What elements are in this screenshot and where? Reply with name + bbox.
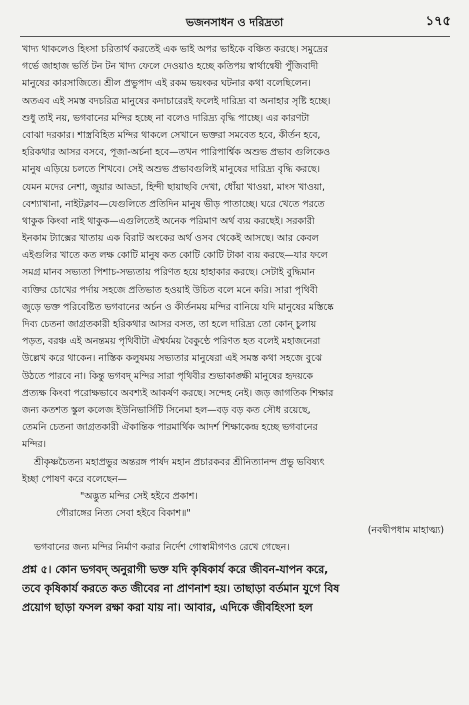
text-line: মানুষ এড়িয়ে চলতে শিখবে। সেই অশুভ প্রভাবগুলিই মানুষের দারিদ্র্য বৃদ্ধি করছে। xyxy=(22,164,321,176)
text-line: হরিকথার আসর বসবে, পূজা-অর্চনা হবে—তখন পারিপার্শ্বিক অশুভ প্রভাব গুলিকেও xyxy=(22,147,331,159)
text-line: মন্দির। xyxy=(22,439,46,451)
text-line: প্রত্যক্ষ কিংবা পরোক্ষভাবে অবশ্যই আকর্ষণ করছে। সন্দেহ নেই। জড় জাগতিক শিক্ষার xyxy=(22,387,334,399)
text-line: থাকুক কিংবা নাই থাকুক—এগুলিতেই অনেক পরিমাণ অর্থ ব্যয় করছেই। সরকারী xyxy=(22,215,315,227)
text-line: উল্লেখ করে থাকেন। নাস্তিক কলুষময় সভ্যতার মানুষেরা এই সমস্ত কথা সহজে বুঝে xyxy=(22,353,322,365)
text-line: ব্যক্তির চোখের পর্দায় সহজে প্রতিভাত হওয়াই উচিত বলে মনে করি। সারা পৃথিবী xyxy=(22,284,318,296)
text-line: যেমন মদের নেশা, জুয়ার আড্ডা, হিন্দী ছায়াছবি দেখা, ধোঁয়া খাওয়া, মাংস খাওয়া, xyxy=(22,181,325,193)
text-line: সমগ্র মানব সভ্যতা পিশাচ-সভ্যতায় পরিণত হয়ে হাহাকার করছে। সেটাই বুদ্ধিমান xyxy=(22,267,315,279)
page-number: ১৭৫ xyxy=(425,14,451,29)
question-line: তবে কৃষিকার্য করতে কত জীবের না প্রাণনাশ হয়। তাছাড়া বর্তমান যুগে বিষ xyxy=(22,581,340,595)
verse-line: গৌরাঙ্গের নিত্য সেবা হইবে বিকাশ॥" xyxy=(56,508,191,520)
question-label: প্রশ্ন ৫। xyxy=(22,562,52,576)
question-line xyxy=(22,560,450,579)
page-header xyxy=(0,12,469,34)
running-title: ভজনসাধন ও দরিদ্রতা xyxy=(185,16,284,29)
text-line: অতএব এই সমস্ত বদচরিত্র মানুষের কদাচারেরই ফলেই দারিদ্র্য বা অনাহার সৃষ্টি হচ্ছে। xyxy=(22,95,331,107)
text-line: খাদ্য থাকলেও হিংসা চরিতার্থ করতেই এক ভাই অপর ভাইকে বঞ্চিত করছে। সমুদ্রের xyxy=(22,44,328,55)
text-line: জন্য কতশত স্কুল কলেজ ইউনিভার্সিটি সিনেমা হল—বড় বড় কত সৌধ রয়েছে, xyxy=(22,404,311,416)
verse-line: "অদ্ভুত মন্দির সেই হইবে প্রকাশ। xyxy=(80,490,198,502)
verse-source: (নবদ্বীপধাম মাহাত্ম্য) xyxy=(367,525,444,537)
text-line: বেশ্যাখানা, নাইটক্লাব—যেগুলিতে প্রতিদিন মানুষ ভীড় পাতাচ্ছে। ঘরে খেতে পরতে xyxy=(22,198,325,210)
question-line: প্রয়োগ ছাড়া ফসল রক্ষা করা যায় না। আবার, এদিকে জীবহিংসা হল xyxy=(22,600,313,614)
text-line: জুড়ে ভক্ত পরিবেষ্টিত ভগবানের অর্চন ও কীর্তনময় মন্দির বানিয়ে যদি মানুষের মস্তিষ্কে xyxy=(22,301,334,313)
text-line: শ্রীকৃষ্ণচৈতন্য মহাপ্রভুর অন্তরঙ্গ পার্ষদ মহান প্রচারকবর শ্রীনিত্যানন্দ প্রভু ভবিষ্যৎ xyxy=(34,456,325,468)
text-line: বোঝা দরকার। শাস্ত্রবিহিত মন্দির থাকলে সেখানে ভক্তরা সমবেত হবে, কীর্তন হবে, xyxy=(22,129,321,141)
text-line: দিব্য চেতনা জাগ্রতকারী হরিকথার আসর বসত, তা হলে দারিদ্র্য তো কোন্ চুলায় xyxy=(22,319,317,330)
text-line: শুধু তাই নয়, ভগবানের মন্দির হচ্ছে না বলেও দারিদ্র্য বৃদ্ধি পাচ্ছে। এর কারণটা xyxy=(22,112,310,124)
header-rule xyxy=(20,36,450,37)
text-line: ভগবানের জন্য মন্দির নির্মাণ করার নির্দেশ গোস্বামীগণও রেখে গেছেন। xyxy=(34,542,290,554)
text-line: ইচ্ছা পোষণ করে বলেছেন— xyxy=(22,473,128,485)
text-line: মানুষের কারসাজিতে। শ্রীল প্রভুপাদ এই রকম ভয়ংকর ঘটনার কথা বলেছিলেন। xyxy=(22,78,311,90)
text-line: গর্ভে জাহাজ ভর্তি টন টন খাদ্য ফেলে দেওয়াও হচ্ছে কতিপয় স্বার্থান্বেষী পুঁজিবাদী xyxy=(22,61,319,73)
text-line: এইগুলির খাতে কত লক্ষ কোটি মানুষ কত কোটি কোটি টাকা ব্যয় করছে—যার ফলে xyxy=(22,250,328,262)
question-text: কোন ভগবদ্ অনুরাগী ভক্ত যদি কৃষিকার্য করে জীবন-যাপন করে, xyxy=(55,562,329,576)
body-text xyxy=(22,41,450,617)
text-line: ইনকাম ট্যাক্সের খাতায় এক বিরাট অংকের অর্থ ওসব থেকেই আসছে। আর কেবল xyxy=(22,233,319,245)
text-line: পড়ত, বরঞ্চ এই অনন্তময় পৃথিবীটা ঐশ্বর্যময় বৈকুণ্ঠে পরিণত হত বলেই মহাজনেরা xyxy=(22,336,321,348)
text-line: তেমনি চেতনা জাগ্রতকারী ঐকান্তিক পারমার্থিক আদর্শ শিক্ষাকেন্দ্র হচ্ছে ভগবানের xyxy=(22,422,318,434)
text-line: উঠতে পারবে না। কিন্তু ভগবদ্ মন্দির সারা পৃথিবীর শুভাকাঙ্ক্ষী মানুষের হৃদয়কে xyxy=(22,370,313,382)
